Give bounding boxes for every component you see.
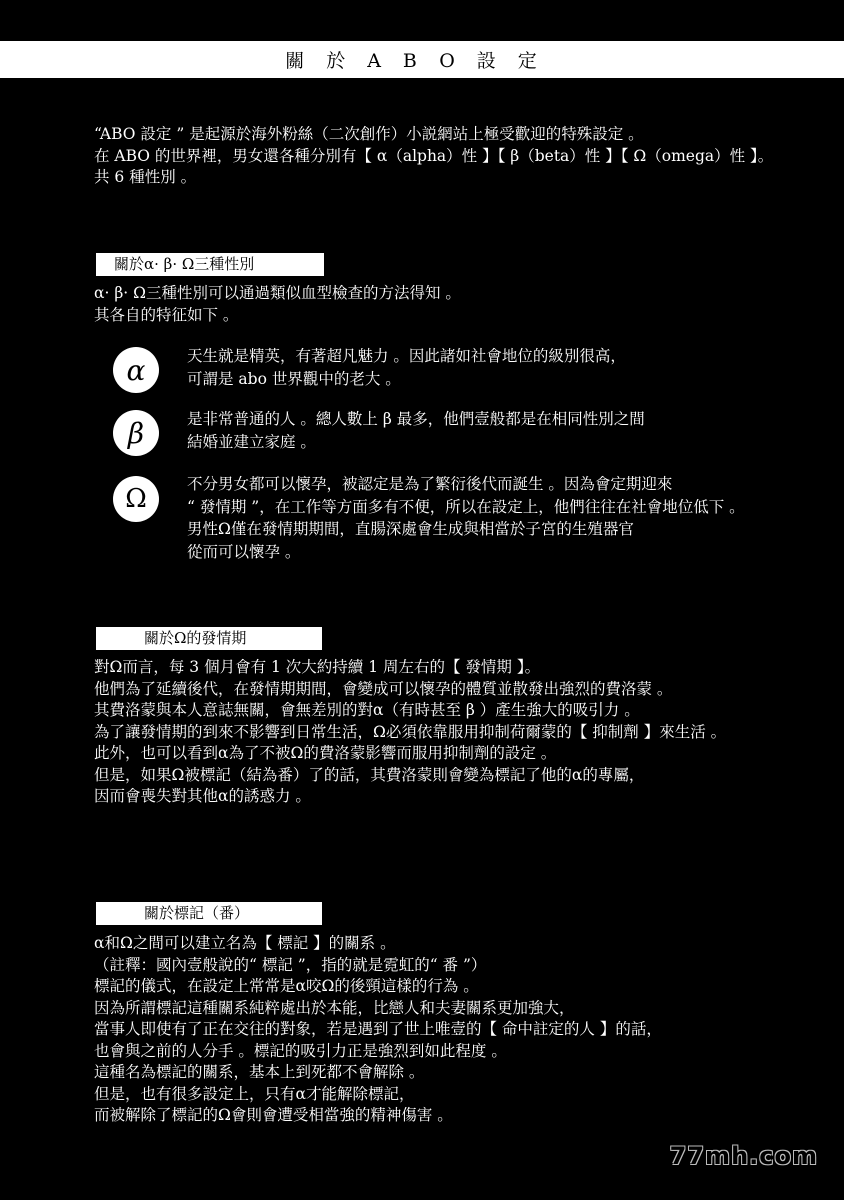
beta-line: 結婚並建立家庭 。 [187,432,316,451]
intro-line: 在 ABO 的世界裡，男女還各種分別有【 α（alpha）性 】【 β（beta）性 】【 Ω（omega）性 】。 [94,146,774,165]
section2-line: 他們為了延續後代，在發情期期間，會變成可以懷孕的體質並散發出強烈的費洛蒙 。 [94,679,673,698]
alpha-icon: α [113,347,159,393]
section-label-heat: 關於Ω的發情期 [96,627,322,650]
omega-line: 從而可以懷孕 。 [187,542,301,561]
intro-line: 共 6 種性別 。 [94,168,197,186]
omega-icon: Ω [113,476,159,522]
section2-line: 但是，如果Ω被標記（結為番）了的話，其費洛蒙則會變為標記了他的α的專屬， [94,765,645,784]
section2-line: 對Ω而言，每 3 個月會有 1 次大約持續 1 周左右的【 發情期 】。 [94,658,541,676]
section2-line: 此外，也可以看到α為了不被Ω的費洛蒙影響而服用抑制劑的設定 。 [94,744,557,762]
omega-line: 不分男女都可以懷孕，被認定是為了繁衍後代而誕生 。因為會定期迎來 [187,475,673,493]
section3-line: 標記的儀式，在設定上常常是α咬Ω的後頸這樣的行為 。 [94,977,479,995]
omega-line: 男性Ω僅在發情期期間，直腸深處會生成與相當於子宮的生殖器官 [187,520,634,538]
section1-paragraph [94,283,461,326]
section3-line: 而被解除了標記的Ω會則會遭受相當強的精神傷害 。 [94,1106,453,1124]
section3-line: 當事人即使有了正在交往的對象，若是遇到了世上唯壹的【 命中註定的人 】的話， [94,1020,662,1038]
beta-line: 是非常普通的人 。總人數上 β 最多，他們壹般都是在相同性別之間 [187,410,645,428]
section-label-mark: 關於標記（番） [96,902,322,925]
beta-icon: β [113,410,159,456]
section3-paragraph [94,933,662,1127]
page-title: 關於ABO設定 [0,41,844,78]
beta-description [187,408,645,453]
watermark: 77mh.com [669,1142,818,1170]
alpha-line: 天生就是精英，有著超凡魅力 。因此諸如社會地位的級別很高， [187,347,626,365]
section3-line: 因為所謂標記這種關系純粹處出於本能，比戀人和夫妻關系更加強大， [94,998,575,1017]
section-label-genders: 關於α· β· Ω三種性別 [96,253,324,276]
section3-line: 但是，也有很多設定上，只有α才能解除標記， [94,1084,415,1103]
section1-line: 其各自的特征如下 。 [94,305,239,324]
section1-line: α· β· Ω三種性別可以通過類似血型檢查的方法得知 。 [94,284,461,302]
section2-line: 為了讓發情期的到來不影響到日常生活，Ω必須依靠服用抑制荷爾蒙的【 抑制劑 】來生活 。 [94,722,727,741]
omega-line: “ 發情期 ”，在工作等方面多有不便，所以在設定上，他們往往在社會地位低下 。 [187,497,745,516]
alpha-line: 可謂是 abo 世界觀中的老大 。 [187,369,401,388]
section3-line: 也會與之前的人分手 。標記的吸引力正是強烈到如此程度 。 [94,1041,507,1060]
intro-paragraph [94,124,773,189]
alpha-description [187,345,626,390]
section3-line: （註釋：國內壹般說的“ 標記 ”，指的就是霓虹的“ 番 ”） [94,955,487,974]
section3-line: 這種名為標記的關系，基本上到死都不會解除 。 [94,1063,425,1081]
section2-line: 其費洛蒙與本人意誌無關，會無差別的對α（有時甚至 β ）產生強大的吸引力 。 [94,701,640,719]
section3-line: α和Ω之間可以建立名為【 標記 】的關系 。 [94,934,396,952]
section2-line: 因而會喪失對其他α的誘惑力 。 [94,787,311,805]
section2-paragraph [94,657,726,808]
intro-line: “ABO 設定 ” 是起源於海外粉絲（二次創作）小説網站上極受歡迎的特殊設定 。 [94,125,644,143]
omega-description [187,473,745,563]
